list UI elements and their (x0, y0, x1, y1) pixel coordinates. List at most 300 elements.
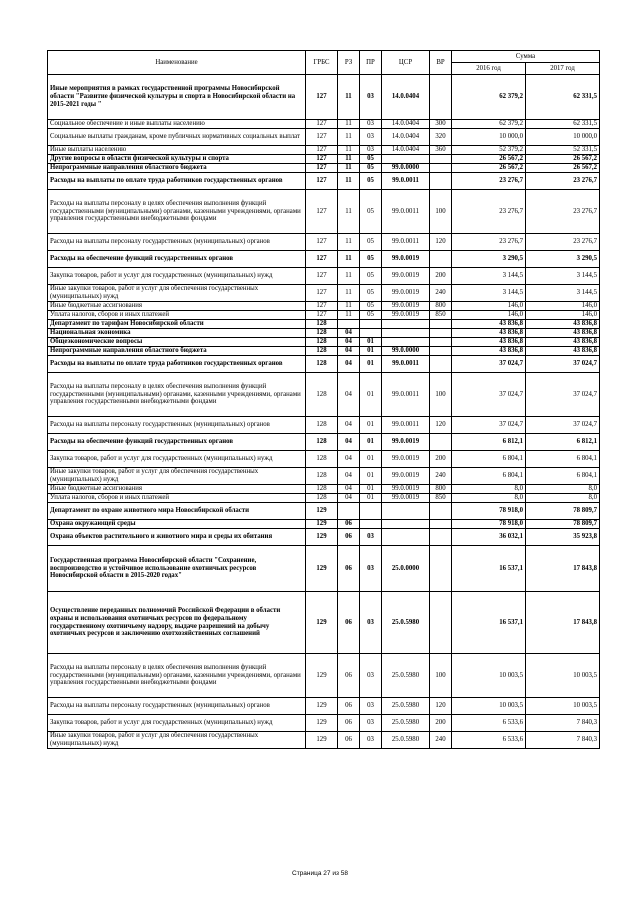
cell-vr: 240 (430, 285, 452, 302)
cell-grbs: 128 (306, 451, 338, 468)
cell-vr: 850 (430, 311, 452, 320)
cell-name: Закупка товаров, работ и услуг для государственных (муниципальных) нужд (48, 715, 306, 732)
cell-name: Государственная программа Новосибирской области "Сохранение, воспроизводство и устойчивое использование охотничьих ресурсов Новосибирской области в 2015-2020 годах" (48, 546, 306, 592)
table-row (48, 268, 600, 285)
cell-pr: 03 (360, 120, 382, 129)
cell-sum-2016: 78 918,0 (452, 520, 526, 529)
cell-csr: 99.0.0019 (382, 311, 430, 320)
cell-sum-2017: 10 000,0 (526, 129, 600, 146)
col-vr-header: ВР (430, 51, 452, 75)
cell-name: Департамент по охране животного мира Новосибирской области (48, 503, 306, 520)
cell-pr: 01 (360, 338, 382, 347)
cell-csr: 99.0.0019 (382, 285, 430, 302)
col-sum-header: Сумма (452, 51, 600, 63)
cell-sum-2016: 3 144,5 (452, 285, 526, 302)
cell-name: Общеэкономические вопросы (48, 338, 306, 347)
cell-csr (382, 520, 430, 529)
cell-rz: 11 (338, 234, 360, 251)
cell-rz (338, 320, 360, 329)
cell-name: Осуществление переданных полномочий Российской Федерации в области охраны и использования охотничьих ресурсов по федеральному государственному охотничьему надзору, выдаче разрешений на добычу охотничьих ресурсов и заключению охотхозяйственных соглашений (48, 592, 306, 654)
cell-csr: 14.0.0404 (382, 129, 430, 146)
table-row (48, 356, 600, 373)
table-row (48, 503, 600, 520)
cell-vr (430, 520, 452, 529)
cell-sum-2016: 10 000,0 (452, 129, 526, 146)
cell-grbs: 127 (306, 311, 338, 320)
cell-grbs: 128 (306, 485, 338, 494)
cell-csr (382, 529, 430, 546)
cell-pr: 03 (360, 529, 382, 546)
cell-sum-2016: 37 024,7 (452, 417, 526, 434)
cell-grbs: 127 (306, 75, 338, 120)
cell-sum-2016: 8,0 (452, 485, 526, 494)
cell-name: Иные закупки товаров, работ и услуг для обеспечения государственных (муниципальных) нужд (48, 732, 306, 749)
cell-sum-2016: 23 276,7 (452, 234, 526, 251)
cell-rz: 11 (338, 75, 360, 120)
cell-pr: 03 (360, 715, 382, 732)
cell-rz: 11 (338, 302, 360, 311)
cell-sum-2016: 62 379,2 (452, 75, 526, 120)
cell-name: Расходы на обеспечение функций государственных органов (48, 251, 306, 268)
cell-vr (430, 434, 452, 451)
cell-sum-2016: 16 537,1 (452, 546, 526, 592)
cell-sum-2017: 6 804,1 (526, 468, 600, 485)
table-row (48, 234, 600, 251)
cell-sum-2016: 62 379,2 (452, 120, 526, 129)
cell-grbs: 129 (306, 529, 338, 546)
cell-rz: 04 (338, 468, 360, 485)
cell-csr: 99.0.0019 (382, 485, 430, 494)
cell-sum-2017: 78 809,7 (526, 520, 600, 529)
table-row (48, 120, 600, 129)
cell-grbs: 127 (306, 234, 338, 251)
cell-sum-2016: 23 276,7 (452, 190, 526, 234)
cell-pr (360, 329, 382, 338)
cell-sum-2016: 52 379,2 (452, 146, 526, 155)
cell-name: Непрограммные направления областного бюджета (48, 164, 306, 173)
cell-pr: 05 (360, 190, 382, 234)
cell-grbs: 129 (306, 715, 338, 732)
cell-pr: 03 (360, 129, 382, 146)
cell-pr: 05 (360, 302, 382, 311)
cell-rz: 04 (338, 494, 360, 503)
cell-grbs: 127 (306, 155, 338, 164)
cell-vr: 200 (430, 451, 452, 468)
cell-sum-2017: 23 276,7 (526, 173, 600, 190)
cell-rz: 06 (338, 715, 360, 732)
cell-vr: 100 (430, 190, 452, 234)
cell-pr: 05 (360, 311, 382, 320)
table-row (48, 373, 600, 417)
cell-csr: 99.0.0011 (382, 417, 430, 434)
cell-grbs: 129 (306, 654, 338, 698)
cell-name: Иные закупки товаров, работ и услуг для обеспечения государственных (муниципальных) нужд (48, 468, 306, 485)
cell-csr: 99.0.0000 (382, 347, 430, 356)
cell-pr (360, 520, 382, 529)
cell-csr: 99.0.0019 (382, 434, 430, 451)
cell-vr (430, 173, 452, 190)
col-2016-header: 2016 год (452, 63, 526, 75)
cell-sum-2016: 3 290,5 (452, 251, 526, 268)
cell-name: Расходы на выплаты персоналу в целях обеспечения выполнения функций государственными (муниципальными) органами, казенными учреждениями, органами управления государственными внебюджетными фондами (48, 190, 306, 234)
cell-sum-2016: 37 024,7 (452, 373, 526, 417)
cell-name: Уплата налогов, сборов и иных платежей (48, 494, 306, 503)
cell-grbs: 128 (306, 347, 338, 356)
cell-vr: 800 (430, 485, 452, 494)
cell-name: Непрограммные направления областного бюджета (48, 347, 306, 356)
cell-sum-2017: 78 809,7 (526, 503, 600, 520)
cell-csr (382, 155, 430, 164)
cell-grbs: 129 (306, 732, 338, 749)
cell-pr: 01 (360, 485, 382, 494)
cell-grbs: 128 (306, 434, 338, 451)
table-body (48, 75, 600, 749)
cell-csr (382, 329, 430, 338)
cell-rz: 06 (338, 529, 360, 546)
cell-rz: 04 (338, 451, 360, 468)
cell-csr: 99.0.0000 (382, 164, 430, 173)
cell-vr: 320 (430, 129, 452, 146)
cell-csr (382, 320, 430, 329)
cell-rz: 06 (338, 698, 360, 715)
cell-rz: 04 (338, 338, 360, 347)
cell-csr: 14.0.0404 (382, 146, 430, 155)
table-row (48, 451, 600, 468)
cell-grbs: 129 (306, 698, 338, 715)
cell-sum-2017: 26 567,2 (526, 155, 600, 164)
cell-sum-2016: 146,0 (452, 302, 526, 311)
cell-sum-2017: 3 144,5 (526, 285, 600, 302)
cell-grbs: 129 (306, 592, 338, 654)
cell-grbs: 128 (306, 329, 338, 338)
cell-csr: 25.0.0000 (382, 546, 430, 592)
cell-pr: 01 (360, 417, 382, 434)
cell-grbs: 129 (306, 520, 338, 529)
cell-vr (430, 356, 452, 373)
cell-sum-2016: 6 804,1 (452, 468, 526, 485)
cell-sum-2016: 6 533,6 (452, 732, 526, 749)
cell-sum-2017: 6 812,1 (526, 434, 600, 451)
cell-sum-2017: 146,0 (526, 311, 600, 320)
table-row (48, 75, 600, 120)
cell-sum-2016: 26 567,2 (452, 164, 526, 173)
table-row (48, 494, 600, 503)
table-row (48, 520, 600, 529)
cell-grbs: 129 (306, 503, 338, 520)
cell-sum-2016: 36 032,1 (452, 529, 526, 546)
cell-vr: 850 (430, 494, 452, 503)
cell-rz: 11 (338, 146, 360, 155)
table-row (48, 329, 600, 338)
cell-sum-2017: 43 836,8 (526, 338, 600, 347)
cell-sum-2017: 6 804,1 (526, 451, 600, 468)
table-row (48, 190, 600, 234)
table-row (48, 468, 600, 485)
col-name-header: Наименование (48, 51, 306, 75)
cell-csr: 99.0.0011 (382, 190, 430, 234)
cell-sum-2016: 43 836,8 (452, 338, 526, 347)
cell-rz: 04 (338, 347, 360, 356)
cell-vr (430, 338, 452, 347)
table-row (48, 302, 600, 311)
cell-vr: 200 (430, 268, 452, 285)
cell-csr (382, 338, 430, 347)
cell-pr: 05 (360, 268, 382, 285)
cell-pr: 01 (360, 347, 382, 356)
cell-sum-2017: 10 003,5 (526, 654, 600, 698)
cell-csr: 14.0.0404 (382, 75, 430, 120)
cell-sum-2017: 7 840,3 (526, 732, 600, 749)
cell-pr: 01 (360, 434, 382, 451)
cell-pr (360, 320, 382, 329)
cell-sum-2017: 17 843,8 (526, 592, 600, 654)
cell-name: Социальные выплаты гражданам, кроме публичных нормативных социальных выплат (48, 129, 306, 146)
cell-sum-2017: 146,0 (526, 302, 600, 311)
cell-pr: 01 (360, 494, 382, 503)
cell-vr: 360 (430, 146, 452, 155)
cell-name: Иные выплаты населению (48, 146, 306, 155)
table-row (48, 164, 600, 173)
cell-vr (430, 251, 452, 268)
table-row (48, 155, 600, 164)
cell-rz: 11 (338, 251, 360, 268)
cell-pr: 05 (360, 234, 382, 251)
cell-name: Другие вопросы в области физической культуры и спорта (48, 155, 306, 164)
cell-pr (360, 503, 382, 520)
table-row (48, 251, 600, 268)
cell-name: Департамент по тарифам Новосибирской области (48, 320, 306, 329)
cell-rz: 04 (338, 417, 360, 434)
cell-grbs: 128 (306, 417, 338, 434)
cell-rz: 11 (338, 173, 360, 190)
cell-sum-2017: 52 331,5 (526, 146, 600, 155)
col-csr-header: ЦСР (382, 51, 430, 75)
cell-csr: 25.0.5980 (382, 732, 430, 749)
cell-sum-2017: 43 836,8 (526, 329, 600, 338)
cell-pr: 03 (360, 654, 382, 698)
table-row (48, 715, 600, 732)
cell-csr: 25.0.5980 (382, 654, 430, 698)
cell-vr (430, 503, 452, 520)
cell-grbs: 127 (306, 173, 338, 190)
cell-vr (430, 329, 452, 338)
cell-sum-2017: 10 003,5 (526, 698, 600, 715)
cell-rz: 06 (338, 592, 360, 654)
cell-csr: 99.0.0019 (382, 468, 430, 485)
cell-sum-2016: 146,0 (452, 311, 526, 320)
cell-sum-2016: 6 533,6 (452, 715, 526, 732)
cell-vr (430, 75, 452, 120)
cell-sum-2016: 6 812,1 (452, 434, 526, 451)
cell-name: Закупка товаров, работ и услуг для государственных (муниципальных) нужд (48, 268, 306, 285)
table-row (48, 347, 600, 356)
cell-vr: 100 (430, 373, 452, 417)
cell-csr: 99.0.0011 (382, 373, 430, 417)
table-row (48, 320, 600, 329)
cell-vr (430, 529, 452, 546)
cell-name: Иные бюджетные ассигнования (48, 485, 306, 494)
cell-rz: 04 (338, 373, 360, 417)
cell-sum-2017: 23 276,7 (526, 190, 600, 234)
cell-rz: 11 (338, 311, 360, 320)
cell-grbs: 129 (306, 546, 338, 592)
cell-pr: 03 (360, 698, 382, 715)
cell-pr: 05 (360, 155, 382, 164)
table-row (48, 146, 600, 155)
cell-name: Охрана объектов растительного и животного мира и среды их обитания (48, 529, 306, 546)
cell-grbs: 127 (306, 285, 338, 302)
cell-pr: 05 (360, 164, 382, 173)
cell-csr: 99.0.0011 (382, 234, 430, 251)
cell-sum-2016: 10 003,5 (452, 698, 526, 715)
cell-grbs: 127 (306, 302, 338, 311)
cell-sum-2017: 37 024,7 (526, 373, 600, 417)
cell-vr: 120 (430, 698, 452, 715)
cell-vr (430, 546, 452, 592)
cell-pr: 05 (360, 173, 382, 190)
cell-name: Закупка товаров, работ и услуг для государственных (муниципальных) нужд (48, 451, 306, 468)
cell-sum-2016: 43 836,8 (452, 329, 526, 338)
cell-name: Расходы на выплаты персоналу государственных (муниципальных) органов (48, 698, 306, 715)
cell-rz: 06 (338, 732, 360, 749)
cell-sum-2016: 43 836,8 (452, 320, 526, 329)
cell-name: Иные мероприятия в рамках государственной программы Новосибирской области "Развитие физической культуры и спорта в Новосибирской области на 2015-2021 годы " (48, 75, 306, 120)
cell-grbs: 128 (306, 338, 338, 347)
cell-pr: 01 (360, 373, 382, 417)
cell-sum-2016: 26 567,2 (452, 155, 526, 164)
cell-sum-2017: 37 024,7 (526, 417, 600, 434)
cell-csr: 99.0.0019 (382, 494, 430, 503)
cell-name: Иные бюджетные ассигнования (48, 302, 306, 311)
cell-pr: 03 (360, 546, 382, 592)
cell-sum-2016: 10 003,5 (452, 654, 526, 698)
table-row (48, 546, 600, 592)
cell-sum-2017: 62 331,5 (526, 75, 600, 120)
cell-sum-2017: 43 836,8 (526, 320, 600, 329)
cell-name: Расходы на выплаты персоналу государственных (муниципальных) органов (48, 234, 306, 251)
table-row (48, 698, 600, 715)
col-rz-header: РЗ (338, 51, 360, 75)
table-row (48, 485, 600, 494)
cell-grbs: 128 (306, 356, 338, 373)
cell-vr (430, 164, 452, 173)
cell-sum-2017: 8,0 (526, 494, 600, 503)
cell-sum-2016: 37 024,7 (452, 356, 526, 373)
cell-rz: 04 (338, 329, 360, 338)
cell-sum-2017: 17 843,8 (526, 546, 600, 592)
table-row (48, 173, 600, 190)
col-2017-header: 2017 год (526, 63, 600, 75)
cell-rz: 11 (338, 268, 360, 285)
cell-pr: 05 (360, 251, 382, 268)
cell-rz: 11 (338, 285, 360, 302)
cell-vr (430, 347, 452, 356)
cell-csr: 14.0.0404 (382, 120, 430, 129)
cell-pr: 01 (360, 468, 382, 485)
cell-csr: 25.0.5980 (382, 698, 430, 715)
cell-sum-2017: 43 836,8 (526, 347, 600, 356)
cell-sum-2017: 7 840,3 (526, 715, 600, 732)
cell-rz: 11 (338, 164, 360, 173)
cell-csr: 25.0.5980 (382, 715, 430, 732)
table-row (48, 529, 600, 546)
cell-rz: 06 (338, 520, 360, 529)
cell-vr: 240 (430, 732, 452, 749)
cell-pr: 03 (360, 75, 382, 120)
cell-sum-2016: 16 537,1 (452, 592, 526, 654)
cell-vr: 120 (430, 234, 452, 251)
cell-grbs: 127 (306, 129, 338, 146)
cell-pr: 03 (360, 592, 382, 654)
cell-sum-2016: 8,0 (452, 494, 526, 503)
cell-csr: 99.0.0011 (382, 356, 430, 373)
cell-csr: 99.0.0019 (382, 451, 430, 468)
cell-grbs: 128 (306, 468, 338, 485)
table-row (48, 338, 600, 347)
cell-rz: 06 (338, 654, 360, 698)
cell-sum-2017: 62 331,5 (526, 120, 600, 129)
cell-pr: 01 (360, 356, 382, 373)
cell-rz: 04 (338, 356, 360, 373)
cell-vr: 240 (430, 468, 452, 485)
cell-rz (338, 503, 360, 520)
cell-name: Охрана окружающей среды (48, 520, 306, 529)
col-grbs-header: ГРБС (306, 51, 338, 75)
cell-pr: 03 (360, 146, 382, 155)
cell-csr: 25.0.5980 (382, 592, 430, 654)
cell-vr (430, 320, 452, 329)
col-pr-header: ПР (360, 51, 382, 75)
cell-name: Расходы на обеспечение функций государственных органов (48, 434, 306, 451)
cell-rz: 11 (338, 190, 360, 234)
cell-rz: 11 (338, 155, 360, 164)
table-row (48, 434, 600, 451)
cell-sum-2017: 23 276,7 (526, 234, 600, 251)
cell-sum-2017: 8,0 (526, 485, 600, 494)
table-row (48, 654, 600, 698)
cell-pr: 01 (360, 451, 382, 468)
table-row (48, 311, 600, 320)
cell-rz: 11 (338, 120, 360, 129)
budget-table (47, 50, 600, 749)
cell-grbs: 127 (306, 120, 338, 129)
cell-name: Расходы на выплаты персоналу государственных (муниципальных) органов (48, 417, 306, 434)
cell-name: Социальное обеспечение и иные выплаты населению (48, 120, 306, 129)
cell-vr (430, 155, 452, 164)
cell-sum-2017: 35 923,8 (526, 529, 600, 546)
cell-csr: 99.0.0019 (382, 302, 430, 311)
cell-vr: 200 (430, 715, 452, 732)
cell-rz: 04 (338, 485, 360, 494)
cell-sum-2016: 3 144,5 (452, 268, 526, 285)
cell-rz: 06 (338, 546, 360, 592)
table-row (48, 732, 600, 749)
cell-name: Уплата налогов, сборов и иных платежей (48, 311, 306, 320)
cell-grbs: 128 (306, 494, 338, 503)
table-row (48, 129, 600, 146)
cell-name: Иные закупки товаров, работ и услуг для обеспечения государственных (муниципальных) нужд (48, 285, 306, 302)
table-row (48, 417, 600, 434)
cell-csr: 99.0.0019 (382, 268, 430, 285)
cell-sum-2016: 78 918,0 (452, 503, 526, 520)
cell-grbs: 127 (306, 268, 338, 285)
cell-rz: 04 (338, 434, 360, 451)
cell-csr: 99.0.0011 (382, 173, 430, 190)
cell-grbs: 127 (306, 146, 338, 155)
cell-sum-2017: 37 024,7 (526, 356, 600, 373)
cell-vr: 100 (430, 654, 452, 698)
cell-vr: 800 (430, 302, 452, 311)
